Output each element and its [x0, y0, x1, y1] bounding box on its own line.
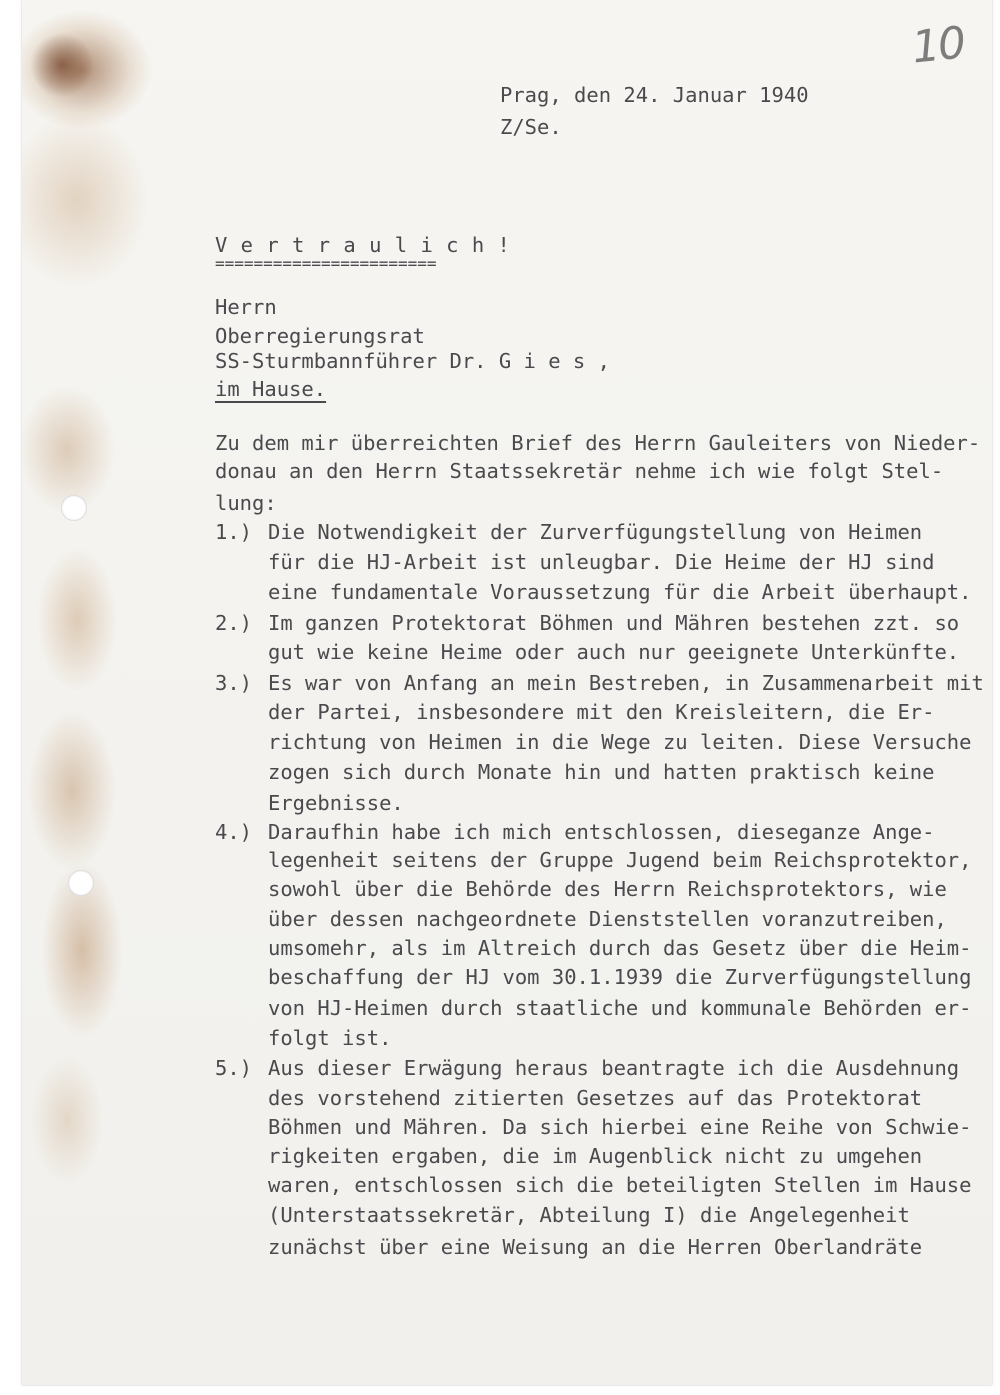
intro-line: Zu dem mir überreichten Brief des Herrn Gauleiters von Nieder-: [215, 431, 981, 455]
item-line: über dessen nachgeordnete Dienststellen voranzutreiben,: [268, 907, 947, 931]
addressee-line: SS-Sturmbannführer Dr. G i e s ,: [215, 349, 610, 373]
item-line: Die Notwendigkeit der Zurverfügungstellung von Heimen: [268, 520, 923, 544]
item-number: 3.): [215, 671, 253, 695]
item-line: Ergebnisse.: [268, 791, 404, 815]
item-line: des vorstehend zitierten Gesetzes auf das Protektorat: [268, 1086, 923, 1110]
addressee-line: im Hause.: [215, 377, 327, 401]
item-number: 4.): [215, 820, 253, 844]
item-line: (Unterstaatssekretär, Abteilung I) die Angelegenheit: [268, 1203, 910, 1227]
handwritten-page-number: 10: [909, 17, 967, 74]
item-line: zogen sich durch Monate hin und hatten praktisch keine: [268, 760, 935, 784]
item-line: von HJ-Heimen durch staatliche und kommunale Behörden er-: [268, 996, 972, 1020]
intro-line: donau an den Herrn Staatssekretär nehme ich wie folgt Stel-: [215, 459, 944, 483]
item-line: waren, entschlossen sich die beteiligten Stellen im Hause: [268, 1173, 972, 1197]
item-line: Es war von Anfang an mein Bestreben, in Zusammenarbeit mit: [268, 671, 984, 695]
place-date: Prag, den 24. Januar 1940: [500, 83, 809, 107]
reference-code: Z/Se.: [500, 115, 562, 139]
confidential-label: V e r t r a u l i c h !: [215, 233, 511, 257]
punch-hole-upper: [61, 495, 87, 521]
item-line: richtung von Heimen in die Wege zu leiten. Diese Versuche: [268, 730, 972, 754]
water-stain: [22, 0, 152, 1385]
item-line: Daraufhin habe ich mich entschlossen, dieseganze Ange-: [268, 820, 935, 844]
addressee-line: Herrn: [215, 295, 277, 319]
item-number: 2.): [215, 611, 253, 635]
confidential-rule: =======================: [215, 254, 437, 273]
item-line: eine fundamentale Voraussetzung für die Arbeit überhaupt.: [268, 580, 972, 604]
item-line: umsomehr, als im Altreich durch das Gesetz über die Heim-: [268, 936, 972, 960]
item-number: 5.): [215, 1056, 253, 1080]
item-line: Aus dieser Erwägung heraus beantragte ich die Ausdehnung: [268, 1056, 960, 1080]
item-number: 1.): [215, 520, 253, 544]
item-line: legenheit seitens der Gruppe Jugend beim Reichsprotektor,: [268, 848, 972, 872]
item-line: folgt ist.: [268, 1026, 392, 1050]
item-line: der Partei, insbesondere mit den Kreisleitern, die Er-: [268, 700, 935, 724]
document-page: [22, 0, 992, 1385]
item-line: beschaffung der HJ vom 30.1.1939 die Zurverfügungstellung: [268, 965, 972, 989]
item-line: Im ganzen Protektorat Böhmen und Mähren bestehen zzt. so: [268, 611, 960, 635]
addressee-line: Oberregierungsrat: [215, 324, 425, 348]
item-line: für die HJ-Arbeit ist unleugbar. Die Heime der HJ sind: [268, 550, 935, 574]
item-line: sowohl über die Behörde des Herrn Reichsprotektors, wie: [268, 877, 947, 901]
item-line: rigkeiten ergaben, die im Augenblick nicht zu umgehen: [268, 1144, 923, 1168]
item-line: Böhmen und Mähren. Da sich hierbei eine Reihe von Schwie-: [268, 1115, 972, 1139]
punch-hole-lower: [68, 870, 94, 896]
item-line: zunächst über eine Weisung an die Herren Oberlandräte: [268, 1235, 923, 1259]
item-line: gut wie keine Heime oder auch nur geeignete Unterkünfte.: [268, 640, 960, 664]
intro-line: lung:: [215, 491, 277, 515]
